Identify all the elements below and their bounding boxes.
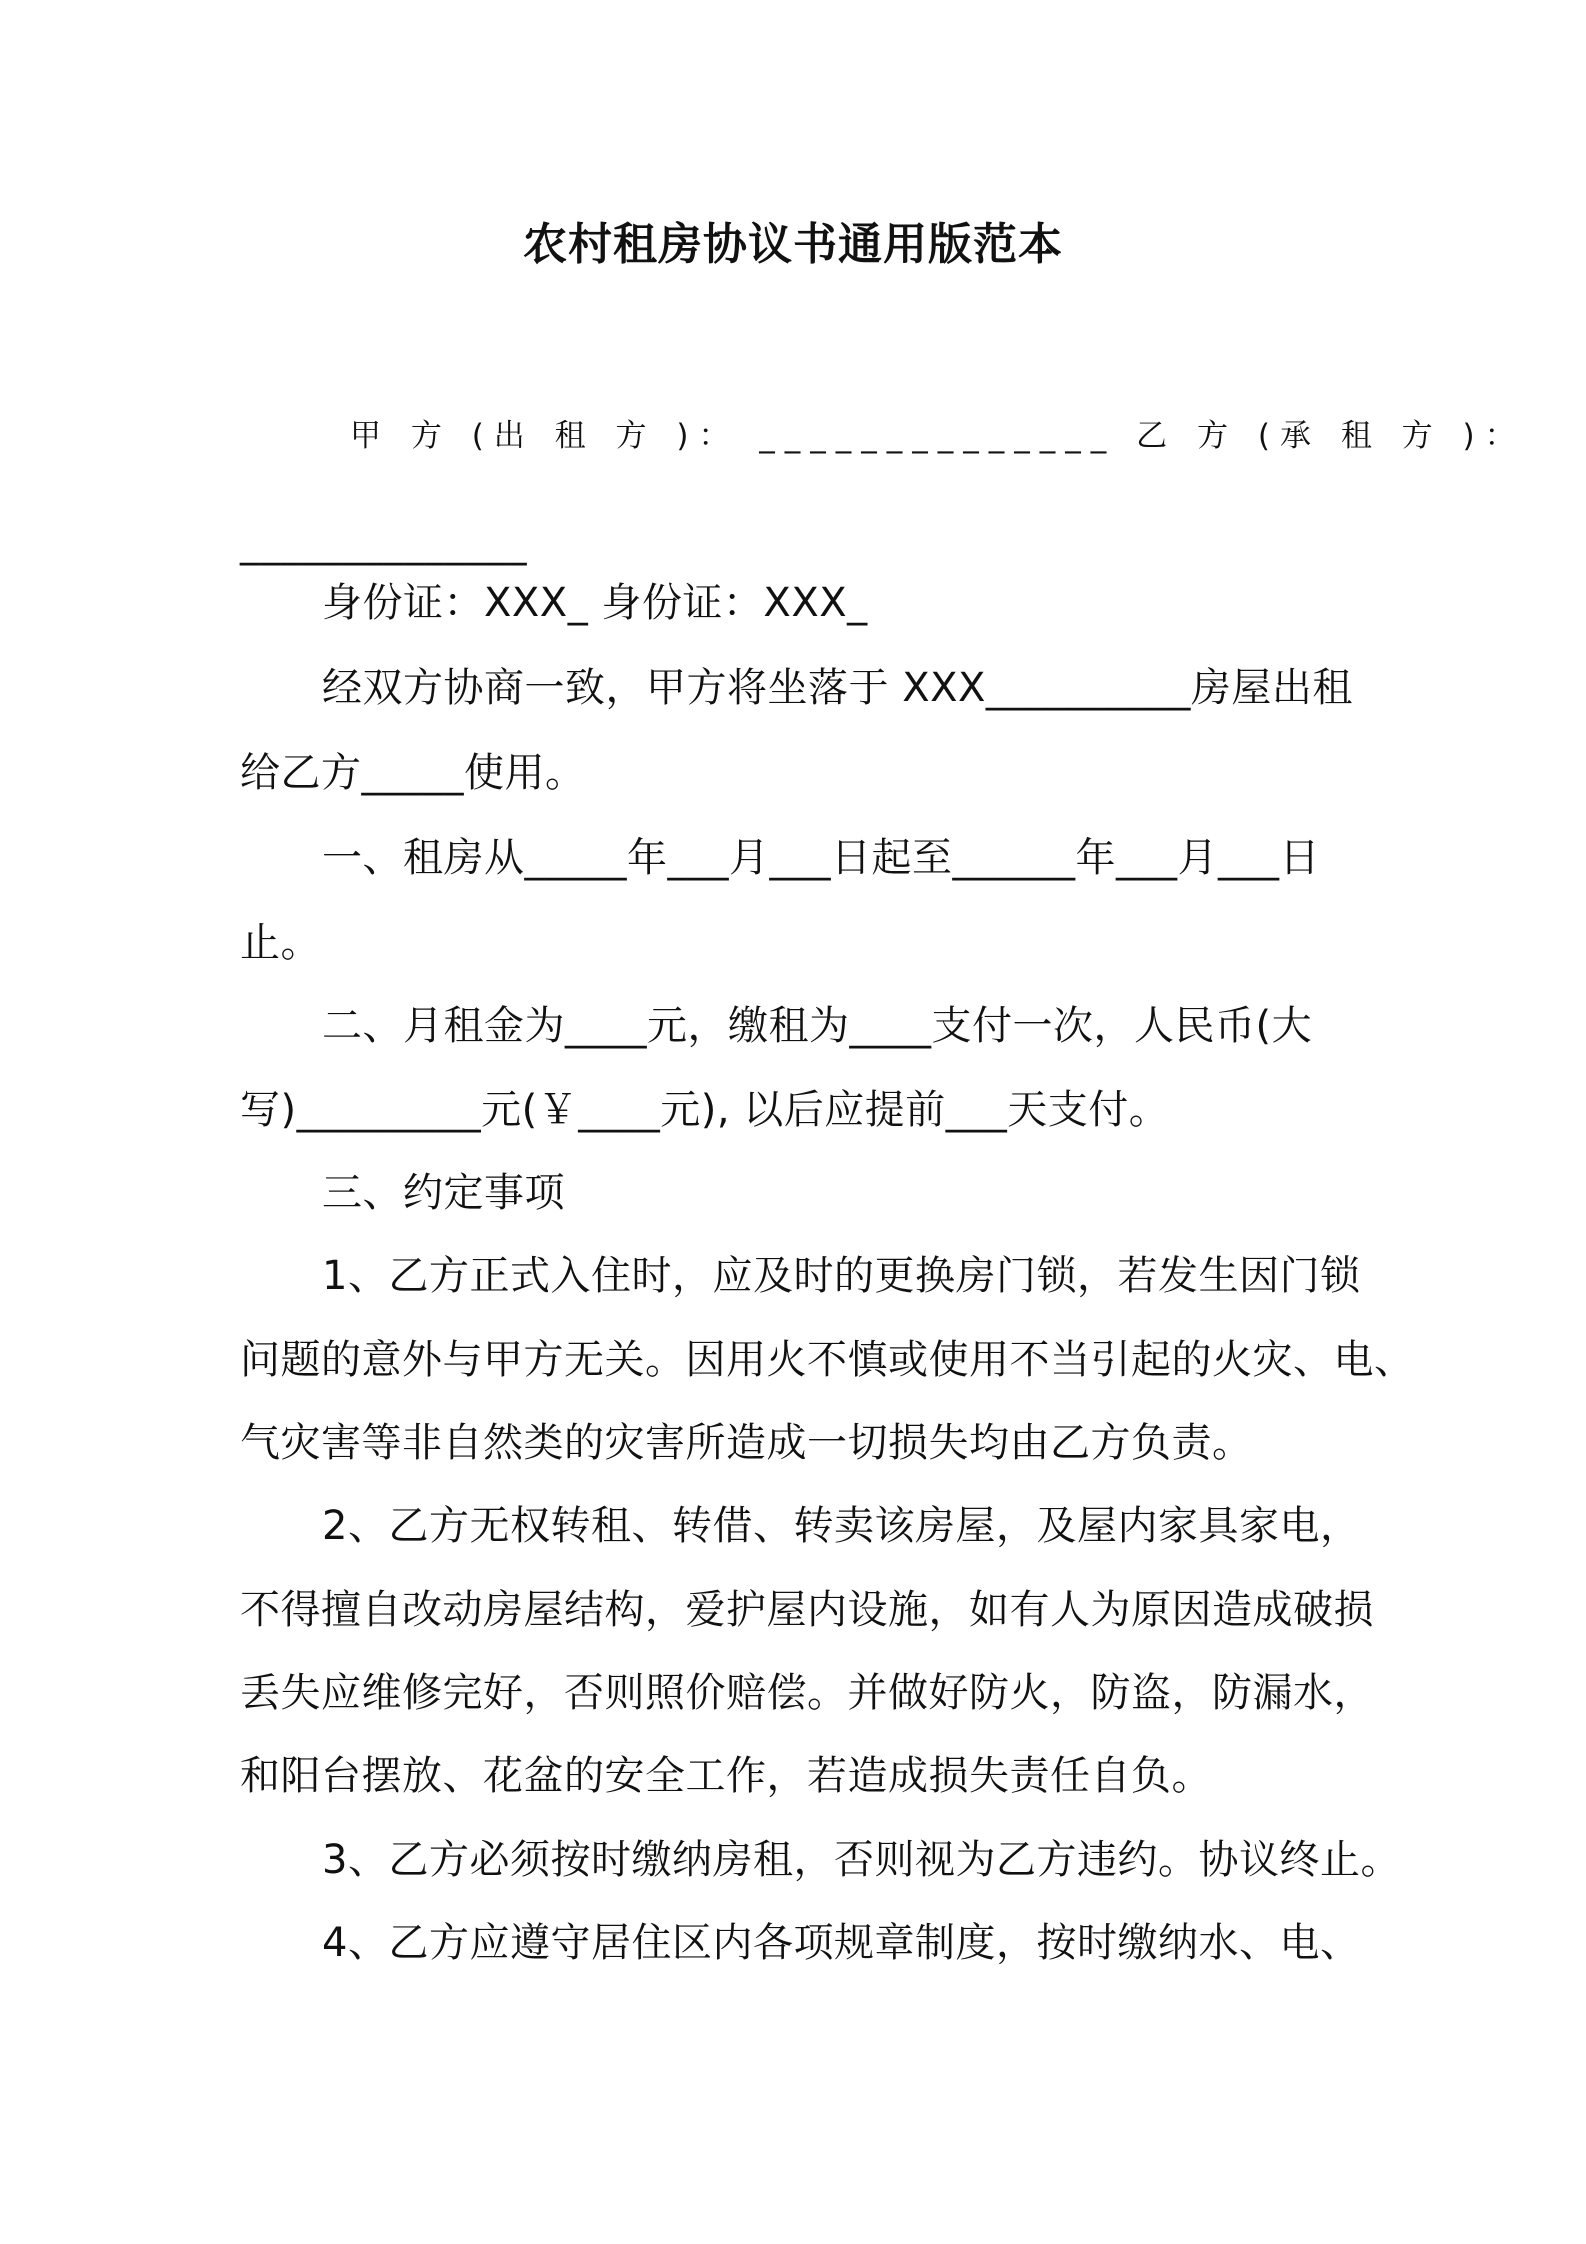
item1-line-2: 问题的意外与甲方无关。因用火不慎或使用不当引起的火灾、电、 — [240, 1337, 1415, 1383]
document-title: 农村租房协议书通用版范本 — [523, 219, 1063, 270]
item3-line-1: 3、乙方必须按时缴纳房租，否则视为乙方违约。协议终止。 — [322, 1837, 1401, 1883]
clause1-line-2: 止。 — [240, 920, 321, 966]
item4-line-1: 4、乙方应遵守居住区内各项规章制度，按时缴纳水、电、 — [322, 1920, 1361, 1966]
clause1-line-1: 一、租房从_____年___月___日起至______年___月___日 — [322, 835, 1320, 881]
item2-line-2: 不得擅自改动房屋结构，爱护屋内设施，如有人为原因造成破损 — [240, 1587, 1374, 1633]
item1-line-3: 气灾害等非自然类的灾害所造成一切损失均由乙方负责。 — [240, 1420, 1253, 1466]
id-line: 身份证：XXX_ 身份证：XXX_ — [322, 580, 868, 626]
intro-line-2: 给乙方_____使用。 — [240, 750, 586, 796]
party-line-2: ______________ — [240, 520, 527, 566]
clause3-heading: 三、约定事项 — [322, 1170, 565, 1216]
clause2-line-2: 写)_________元(￥____元), 以后应提前___天支付。 — [240, 1087, 1170, 1133]
item2-line-4: 和阳台摆放、花盆的安全工作，若造成损失责任自负。 — [240, 1753, 1212, 1799]
item2-line-1: 2、乙方无权转租、转借、转卖该房屋，及屋内家具家电， — [322, 1503, 1361, 1549]
clause2-line-1: 二、月租金为____元，缴租为____支付一次，人民币(大 — [322, 1003, 1313, 1049]
intro-line-1: 经双方协商一致，甲方将坐落于 XXX__________房屋出租 — [322, 665, 1353, 711]
party-line-1: 甲 方 (出 租 方 )： ______________ 乙 方 (承 租 方 )： — [350, 418, 1526, 454]
item1-line-1: 1、乙方正式入住时，应及时的更换房门锁，若发生因门锁 — [322, 1253, 1361, 1299]
item2-line-3: 丢失应维修完好，否则照价赔偿。并做好防火，防盗，防漏水， — [240, 1670, 1374, 1716]
